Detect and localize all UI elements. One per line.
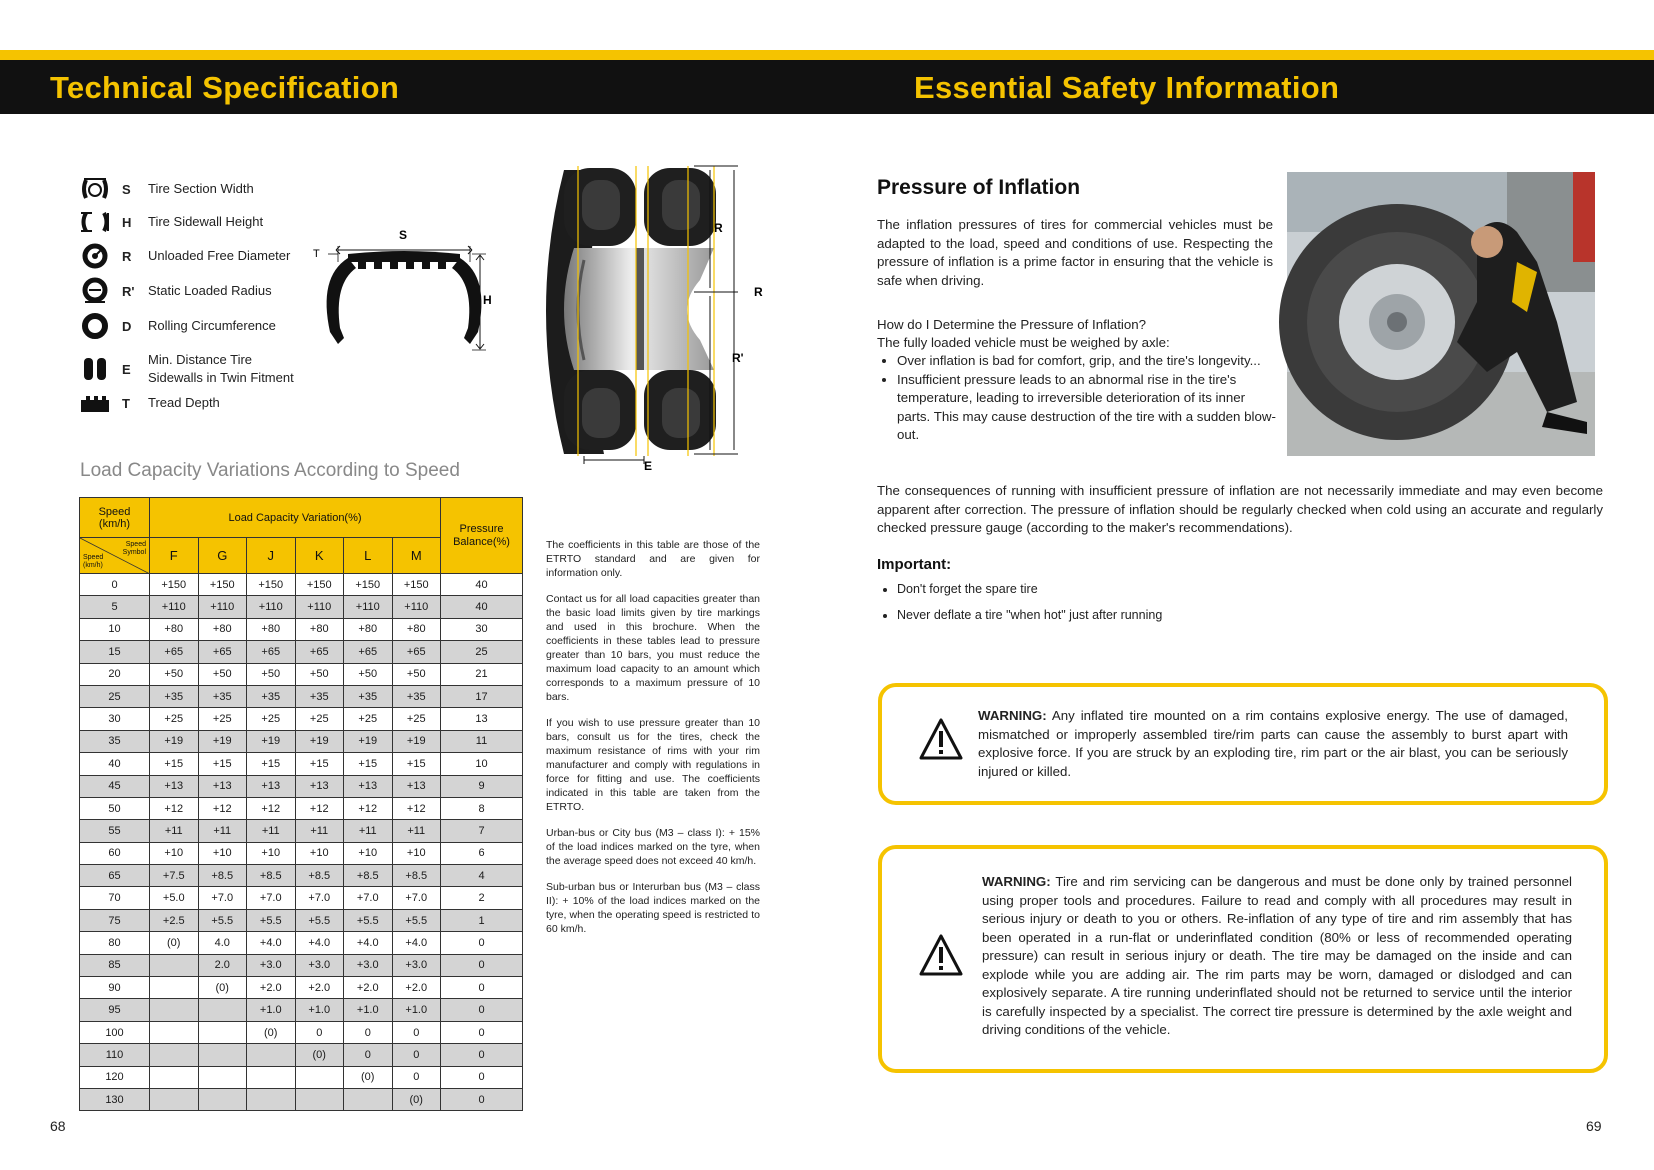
note-paragraph: Sub-urban bus or Interurban bus (M3 – class II): + 10% of the load indices marked on the tyre, when the operating speed is restricted to 60 km/h. xyxy=(546,881,760,935)
mechanic-photo xyxy=(1287,172,1595,456)
unloaded-diameter-icon xyxy=(78,242,112,270)
table-cell: +19 xyxy=(198,730,247,752)
table-cell: +15 xyxy=(198,753,247,775)
right-page-title: Essential Safety Information xyxy=(914,70,1340,105)
table-row xyxy=(80,730,523,752)
header-speed-symbol-cell: Speed Symbol Speed (km/h) xyxy=(80,538,150,574)
table-row xyxy=(80,618,523,640)
label-s: S xyxy=(399,228,408,242)
table-cell: +3.0 xyxy=(392,954,441,976)
table-cell: +13 xyxy=(150,775,199,797)
table-cell: +35 xyxy=(392,685,441,707)
table-cell: +25 xyxy=(392,708,441,730)
note-paragraph: If you wish to use pressure greater than 10 bars, consult us for the tires, check the maximum resistance of rims with your rim manufacturer and comply with regulations in force for fitting and use. The coefficients indicated in this table are taken from the ETRTO. xyxy=(546,717,760,813)
table-cell: +12 xyxy=(247,797,296,819)
table-cell: 100 xyxy=(80,1021,150,1043)
section-title-pressure: Pressure of Inflation xyxy=(877,176,1081,199)
accent-stripe xyxy=(0,50,1654,60)
table-cell: +5.0 xyxy=(150,887,199,909)
table-cell: +150 xyxy=(344,574,393,596)
table-cell: 10 xyxy=(441,753,523,775)
table-cell: (0) xyxy=(198,977,247,999)
table-cell: +110 xyxy=(198,596,247,618)
table-cell: +5.5 xyxy=(247,909,296,931)
list-item: • Insufficient pressure leads to an abnormal rise in the tire's temperature, leading to irreversible deterioration of its inner parts. This may cause destruction of the tire with a sudden blow-out. xyxy=(897,371,1277,445)
table-cell: +65 xyxy=(295,641,344,663)
table-cell: +4.0 xyxy=(247,932,296,954)
note-paragraph: The coefficients in this table are those of the ETRTO standard and are given for information only. xyxy=(546,539,760,579)
table-cell: +35 xyxy=(295,685,344,707)
table-cell: +150 xyxy=(392,574,441,596)
table-cell: +110 xyxy=(344,596,393,618)
table-cell: 15 xyxy=(80,641,150,663)
page-number-left: 68 xyxy=(50,1118,66,1134)
table-row xyxy=(80,753,523,775)
legend-item-t: T Tread Depth xyxy=(78,388,220,418)
table-cell: +8.5 xyxy=(247,865,296,887)
table-cell: 17 xyxy=(441,685,523,707)
table-cell: 55 xyxy=(80,820,150,842)
table-cell: +1.0 xyxy=(247,999,296,1021)
table-cell xyxy=(150,977,199,999)
table-row xyxy=(80,954,523,976)
label-r-prime: R' xyxy=(732,351,744,365)
table-cell: 5 xyxy=(80,596,150,618)
table-cell: +80 xyxy=(344,618,393,640)
table-cell: 7 xyxy=(441,820,523,842)
table-cell: +11 xyxy=(150,820,199,842)
table-cell: 60 xyxy=(80,842,150,864)
table-cell: (0) xyxy=(344,1066,393,1088)
table-cell: +1.0 xyxy=(392,999,441,1021)
table-cell: 21 xyxy=(441,663,523,685)
label-r-full: R xyxy=(754,285,763,299)
legend-item-s: S Tire Section Width xyxy=(78,174,254,204)
twin-fitment-icon xyxy=(78,355,112,383)
table-cell: +25 xyxy=(295,708,344,730)
table-cell: +10 xyxy=(344,842,393,864)
warning-triangle-icon xyxy=(918,717,964,761)
table-row xyxy=(80,1021,523,1043)
table-cell: +80 xyxy=(150,618,199,640)
table-cell: +10 xyxy=(198,842,247,864)
table-cell: 40 xyxy=(441,596,523,618)
table-cell: 25 xyxy=(441,641,523,663)
table-cell: +12 xyxy=(198,797,247,819)
table-cell: +80 xyxy=(295,618,344,640)
table-cell: +4.0 xyxy=(344,932,393,954)
table-cell: +19 xyxy=(392,730,441,752)
table-cell: +11 xyxy=(198,820,247,842)
table-row xyxy=(80,1066,523,1088)
table-cell: +110 xyxy=(295,596,344,618)
table-cell: +150 xyxy=(247,574,296,596)
table-cell: (0) xyxy=(150,932,199,954)
table-cell: +110 xyxy=(247,596,296,618)
table-row xyxy=(80,977,523,999)
table-cell: +12 xyxy=(150,797,199,819)
table-cell: +10 xyxy=(295,842,344,864)
table-cell: 120 xyxy=(80,1066,150,1088)
pressure-weighed: The fully loaded vehicle must be weighed by axle: xyxy=(877,335,1170,350)
table-cell: +25 xyxy=(247,708,296,730)
table-cell xyxy=(150,1021,199,1043)
table-cell: +35 xyxy=(247,685,296,707)
table-cell: +12 xyxy=(392,797,441,819)
table-cell: +65 xyxy=(247,641,296,663)
table-cell: 130 xyxy=(80,1088,150,1110)
table-cell: 4.0 xyxy=(198,932,247,954)
table-cell: 4 xyxy=(441,865,523,887)
table-cell: +1.0 xyxy=(295,999,344,1021)
table-cell: 30 xyxy=(441,618,523,640)
table-row xyxy=(80,909,523,931)
table-cell: 90 xyxy=(80,977,150,999)
table-cell: 0 xyxy=(441,1044,523,1066)
table-cell: +3.0 xyxy=(295,954,344,976)
table-cell: 1 xyxy=(441,909,523,931)
table-cell: +7.0 xyxy=(344,887,393,909)
table-cell: +19 xyxy=(247,730,296,752)
table-cell: 65 xyxy=(80,865,150,887)
table-cell: 80 xyxy=(80,932,150,954)
table-cell: +65 xyxy=(344,641,393,663)
table-row xyxy=(80,574,523,596)
table-cell: +3.0 xyxy=(247,954,296,976)
table-cell: +13 xyxy=(344,775,393,797)
table-cell: +7.0 xyxy=(198,887,247,909)
table-cell xyxy=(150,954,199,976)
table-cell: +19 xyxy=(344,730,393,752)
table-cell: 0 xyxy=(80,574,150,596)
table-cell: +10 xyxy=(247,842,296,864)
table-cell: +50 xyxy=(344,663,393,685)
table-cell: 10 xyxy=(80,618,150,640)
table-cell xyxy=(150,1044,199,1066)
warning-box-tire-servicing xyxy=(878,845,1608,1073)
table-cell: 95 xyxy=(80,999,150,1021)
table-cell: +25 xyxy=(344,708,393,730)
page-number-right: 69 xyxy=(1586,1118,1602,1134)
table-row xyxy=(80,1088,523,1110)
rolling-circumference-icon xyxy=(78,312,112,340)
table-cell: +80 xyxy=(392,618,441,640)
table-cell: 0 xyxy=(344,1021,393,1043)
table-cell: +35 xyxy=(150,685,199,707)
legend-item-e: E Min. Distance Tire Sidewalls in Twin Fitment xyxy=(78,351,308,387)
pressure-bullets xyxy=(877,352,1277,445)
table-cell: +8.5 xyxy=(198,865,247,887)
legend-item-r: R Unloaded Free Diameter xyxy=(78,241,290,271)
table-cell: +25 xyxy=(150,708,199,730)
note-paragraph: Urban-bus or City bus (M3 – class I): + 15% of the load indices marked on the tyre, when the average speed does not exceed 40 km/h. xyxy=(546,827,760,867)
table-row xyxy=(80,663,523,685)
table-cell: 0 xyxy=(392,1044,441,1066)
tread-depth-icon xyxy=(78,389,112,417)
table-cell: +7.0 xyxy=(295,887,344,909)
label-t: T xyxy=(313,248,320,260)
table-cell xyxy=(150,1088,199,1110)
table-cell: +80 xyxy=(247,618,296,640)
table-row xyxy=(80,887,523,909)
table-cell: +50 xyxy=(198,663,247,685)
table-cell: 40 xyxy=(441,574,523,596)
table-cell: +2.0 xyxy=(295,977,344,999)
table-cell: +13 xyxy=(295,775,344,797)
table-cell: 2.0 xyxy=(198,954,247,976)
table-cell xyxy=(247,1044,296,1066)
table-cell: 25 xyxy=(80,685,150,707)
table-cell: +11 xyxy=(295,820,344,842)
table-cell: +15 xyxy=(295,753,344,775)
table-cell: +19 xyxy=(295,730,344,752)
table-cell: 9 xyxy=(441,775,523,797)
label-h: H xyxy=(483,293,492,307)
table-cell: 13 xyxy=(441,708,523,730)
table-cell: +50 xyxy=(392,663,441,685)
table-cell: +15 xyxy=(392,753,441,775)
load-table-subtitle: Load Capacity Variations According to Speed xyxy=(80,460,460,481)
table-cell: +7.0 xyxy=(392,887,441,909)
table-cell: +5.5 xyxy=(295,909,344,931)
table-cell: +2.0 xyxy=(247,977,296,999)
table-cell: 35 xyxy=(80,730,150,752)
label-e: E xyxy=(644,459,653,473)
header-pressure-balance: Pressure Balance(%) xyxy=(441,498,523,574)
pressure-intro: The inflation pressures of tires for commercial vehicles must be adapted to the load, speed and conditions of use. Respecting the pressure of inflation is a prime factor in ensuring that the vehicle is safe when driving. xyxy=(877,217,1273,288)
table-cell: (0) xyxy=(295,1044,344,1066)
table-cell: +65 xyxy=(198,641,247,663)
table-cell: 0 xyxy=(441,1021,523,1043)
table-cell: +11 xyxy=(247,820,296,842)
table-cell: 20 xyxy=(80,663,150,685)
table-cell: 0 xyxy=(295,1021,344,1043)
table-cell: +150 xyxy=(198,574,247,596)
table-cell: +13 xyxy=(392,775,441,797)
table-cell: +7.5 xyxy=(150,865,199,887)
table-cell: 0 xyxy=(441,1066,523,1088)
table-cell: +5.5 xyxy=(198,909,247,931)
table-row xyxy=(80,797,523,819)
header-symbol-l: L xyxy=(344,538,393,574)
table-cell: +50 xyxy=(247,663,296,685)
table-cell: +50 xyxy=(150,663,199,685)
table-row xyxy=(80,641,523,663)
table-cell: 8 xyxy=(441,797,523,819)
table-cell: 110 xyxy=(80,1044,150,1066)
table-cell: +8.5 xyxy=(344,865,393,887)
table-cell xyxy=(198,999,247,1021)
table-cell: +13 xyxy=(198,775,247,797)
table-cell: +5.5 xyxy=(392,909,441,931)
twin-tire-cutaway-illustration xyxy=(524,160,780,473)
header-symbol-k: K xyxy=(295,538,344,574)
static-loaded-radius-icon xyxy=(78,277,112,305)
table-cell: +65 xyxy=(150,641,199,663)
table-row xyxy=(80,708,523,730)
table-row xyxy=(80,685,523,707)
table-cell: 0 xyxy=(441,977,523,999)
table-cell: 0 xyxy=(392,1021,441,1043)
table-cell xyxy=(295,1088,344,1110)
table-cell: 0 xyxy=(441,932,523,954)
tire-cross-section-diagram xyxy=(308,222,492,362)
table-cell: +8.5 xyxy=(295,865,344,887)
warning-box-explosive-energy xyxy=(878,683,1608,805)
note-paragraph: Contact us for all load capacities greater than the basic load limits given by tire markings and used in this brochure. When the coefficients in these tables lead to pressure greater than 10 bars, you must reduce the maximum load capacity to an amount which corresponds to a maximum pressure of 10 bars. xyxy=(546,593,760,703)
table-cell: 50 xyxy=(80,797,150,819)
important-list xyxy=(877,580,1377,624)
table-cell: (0) xyxy=(392,1088,441,1110)
table-cell: 0 xyxy=(344,1044,393,1066)
table-cell: +2.5 xyxy=(150,909,199,931)
table-cell: +15 xyxy=(150,753,199,775)
table-cell: +65 xyxy=(392,641,441,663)
legend-item-d: D Rolling Circumference xyxy=(78,311,276,341)
table-cell: +13 xyxy=(247,775,296,797)
table-row xyxy=(80,1044,523,1066)
warning-text: WARNING: Any inflated tire mounted on a rim contains explosive energy. The use of damaged, mismatched or improperly assembled tire/rim parts can cause the assembly to burst apart with explosive force. If you are struck by an exploding tire, rim part or the air blast, you can be seriously injured or killed. xyxy=(978,708,1568,779)
table-row xyxy=(80,596,523,618)
table-cell: +1.0 xyxy=(344,999,393,1021)
tire-section-width-icon xyxy=(78,175,112,203)
table-cell: +150 xyxy=(295,574,344,596)
table-cell: +15 xyxy=(247,753,296,775)
table-cell xyxy=(247,1088,296,1110)
table-cell: 11 xyxy=(441,730,523,752)
list-item: • Over inflation is bad for comfort, grip, and the tire's longevity... xyxy=(897,352,1277,371)
left-page-title: Technical Specification xyxy=(50,70,400,105)
table-cell xyxy=(150,999,199,1021)
table-cell: +5.5 xyxy=(344,909,393,931)
table-row xyxy=(80,820,523,842)
header-symbol-g: G xyxy=(198,538,247,574)
table-cell: +4.0 xyxy=(295,932,344,954)
table-cell: 2 xyxy=(441,887,523,909)
table-cell xyxy=(198,1044,247,1066)
label-r-top: R xyxy=(714,221,723,235)
table-cell: +2.0 xyxy=(344,977,393,999)
table-cell: 0 xyxy=(441,1088,523,1110)
table-cell: +25 xyxy=(198,708,247,730)
load-capacity-table xyxy=(79,497,523,1111)
table-cell: +12 xyxy=(295,797,344,819)
table-cell xyxy=(247,1066,296,1088)
table-cell xyxy=(198,1088,247,1110)
table-cell: +7.0 xyxy=(247,887,296,909)
table-cell: 6 xyxy=(441,842,523,864)
header-symbol-j: J xyxy=(247,538,296,574)
table-cell: 75 xyxy=(80,909,150,931)
legend-item-r-prime: R' Static Loaded Radius xyxy=(78,276,272,306)
list-item: • Don't forget the spare tire xyxy=(897,580,1377,599)
table-cell: +15 xyxy=(344,753,393,775)
table-cell xyxy=(295,1066,344,1088)
warning-text: WARNING: Tire and rim servicing can be dangerous and must be done only by trained personnel using proper tools and procedures. Failure to read and comply with all procedures may result in serious injury or death to you or others. Re-inflation of any type of tire and rim assembly that has been operated in a run-flat or underinflated condition (80% or less of recommended operating pressure) can result in serious injury or death. The tire may be damaged on the inside and can explode while you are adding air. The rim parts may be worn, damaged or dislodged and can explosively separate. A tire running underinflated should not be returned to service until the interior is carefully inspected by a specialist. The correct tire pressure is determined by the axle weight and driving conditions of the vehicle. xyxy=(982,874,1572,1037)
table-cell: +4.0 xyxy=(392,932,441,954)
table-row xyxy=(80,999,523,1021)
table-cell: +80 xyxy=(198,618,247,640)
header-symbol-f: F xyxy=(150,538,199,574)
table-row xyxy=(80,842,523,864)
table-cell: +3.0 xyxy=(344,954,393,976)
warning-triangle-icon xyxy=(918,933,964,977)
table-cell: +11 xyxy=(344,820,393,842)
table-cell: +19 xyxy=(150,730,199,752)
table-cell: +110 xyxy=(392,596,441,618)
list-item: • Never deflate a tire "when hot" just after running xyxy=(897,606,1377,625)
table-cell xyxy=(198,1021,247,1043)
table-cell: +11 xyxy=(392,820,441,842)
table-row xyxy=(80,775,523,797)
table-cell: 45 xyxy=(80,775,150,797)
table-cell: (0) xyxy=(247,1021,296,1043)
legend-item-h: H Tire Sidewall Height xyxy=(78,207,263,237)
table-cell: +10 xyxy=(392,842,441,864)
table-cell: 30 xyxy=(80,708,150,730)
table-cell: 40 xyxy=(80,753,150,775)
table-cell: +35 xyxy=(198,685,247,707)
table-row xyxy=(80,932,523,954)
tire-sidewall-height-icon xyxy=(78,208,112,236)
pressure-consequences: The consequences of running with insufficient pressure of inflation are not necessarily immediate and may even become apparent after correction. The pressure of inflation should be regularly checked when cold using an accurate and regularly checked pressure gauge (according to the maker's recommendations). xyxy=(877,483,1603,535)
table-cell: 0 xyxy=(441,999,523,1021)
header-symbol-m: M xyxy=(392,538,441,574)
table-cell: +50 xyxy=(295,663,344,685)
table-cell: 70 xyxy=(80,887,150,909)
table-cell: +35 xyxy=(344,685,393,707)
table-cell: +12 xyxy=(344,797,393,819)
table-cell xyxy=(150,1066,199,1088)
important-label: Important: xyxy=(877,556,952,573)
table-cell xyxy=(344,1088,393,1110)
table-row xyxy=(80,865,523,887)
table-cell: 0 xyxy=(392,1066,441,1088)
pressure-question: How do I Determine the Pressure of Inflation? xyxy=(877,317,1147,332)
table-cell: +150 xyxy=(150,574,199,596)
table-cell: 85 xyxy=(80,954,150,976)
header-load-variation: Load Capacity Variation(%) xyxy=(150,498,441,538)
table-cell: +110 xyxy=(150,596,199,618)
table-cell: +8.5 xyxy=(392,865,441,887)
table-notes xyxy=(546,538,760,948)
table-cell xyxy=(198,1066,247,1088)
table-cell: 0 xyxy=(441,954,523,976)
table-cell: +10 xyxy=(150,842,199,864)
header-speed: Speed (km/h) xyxy=(80,498,150,538)
table-cell: +2.0 xyxy=(392,977,441,999)
